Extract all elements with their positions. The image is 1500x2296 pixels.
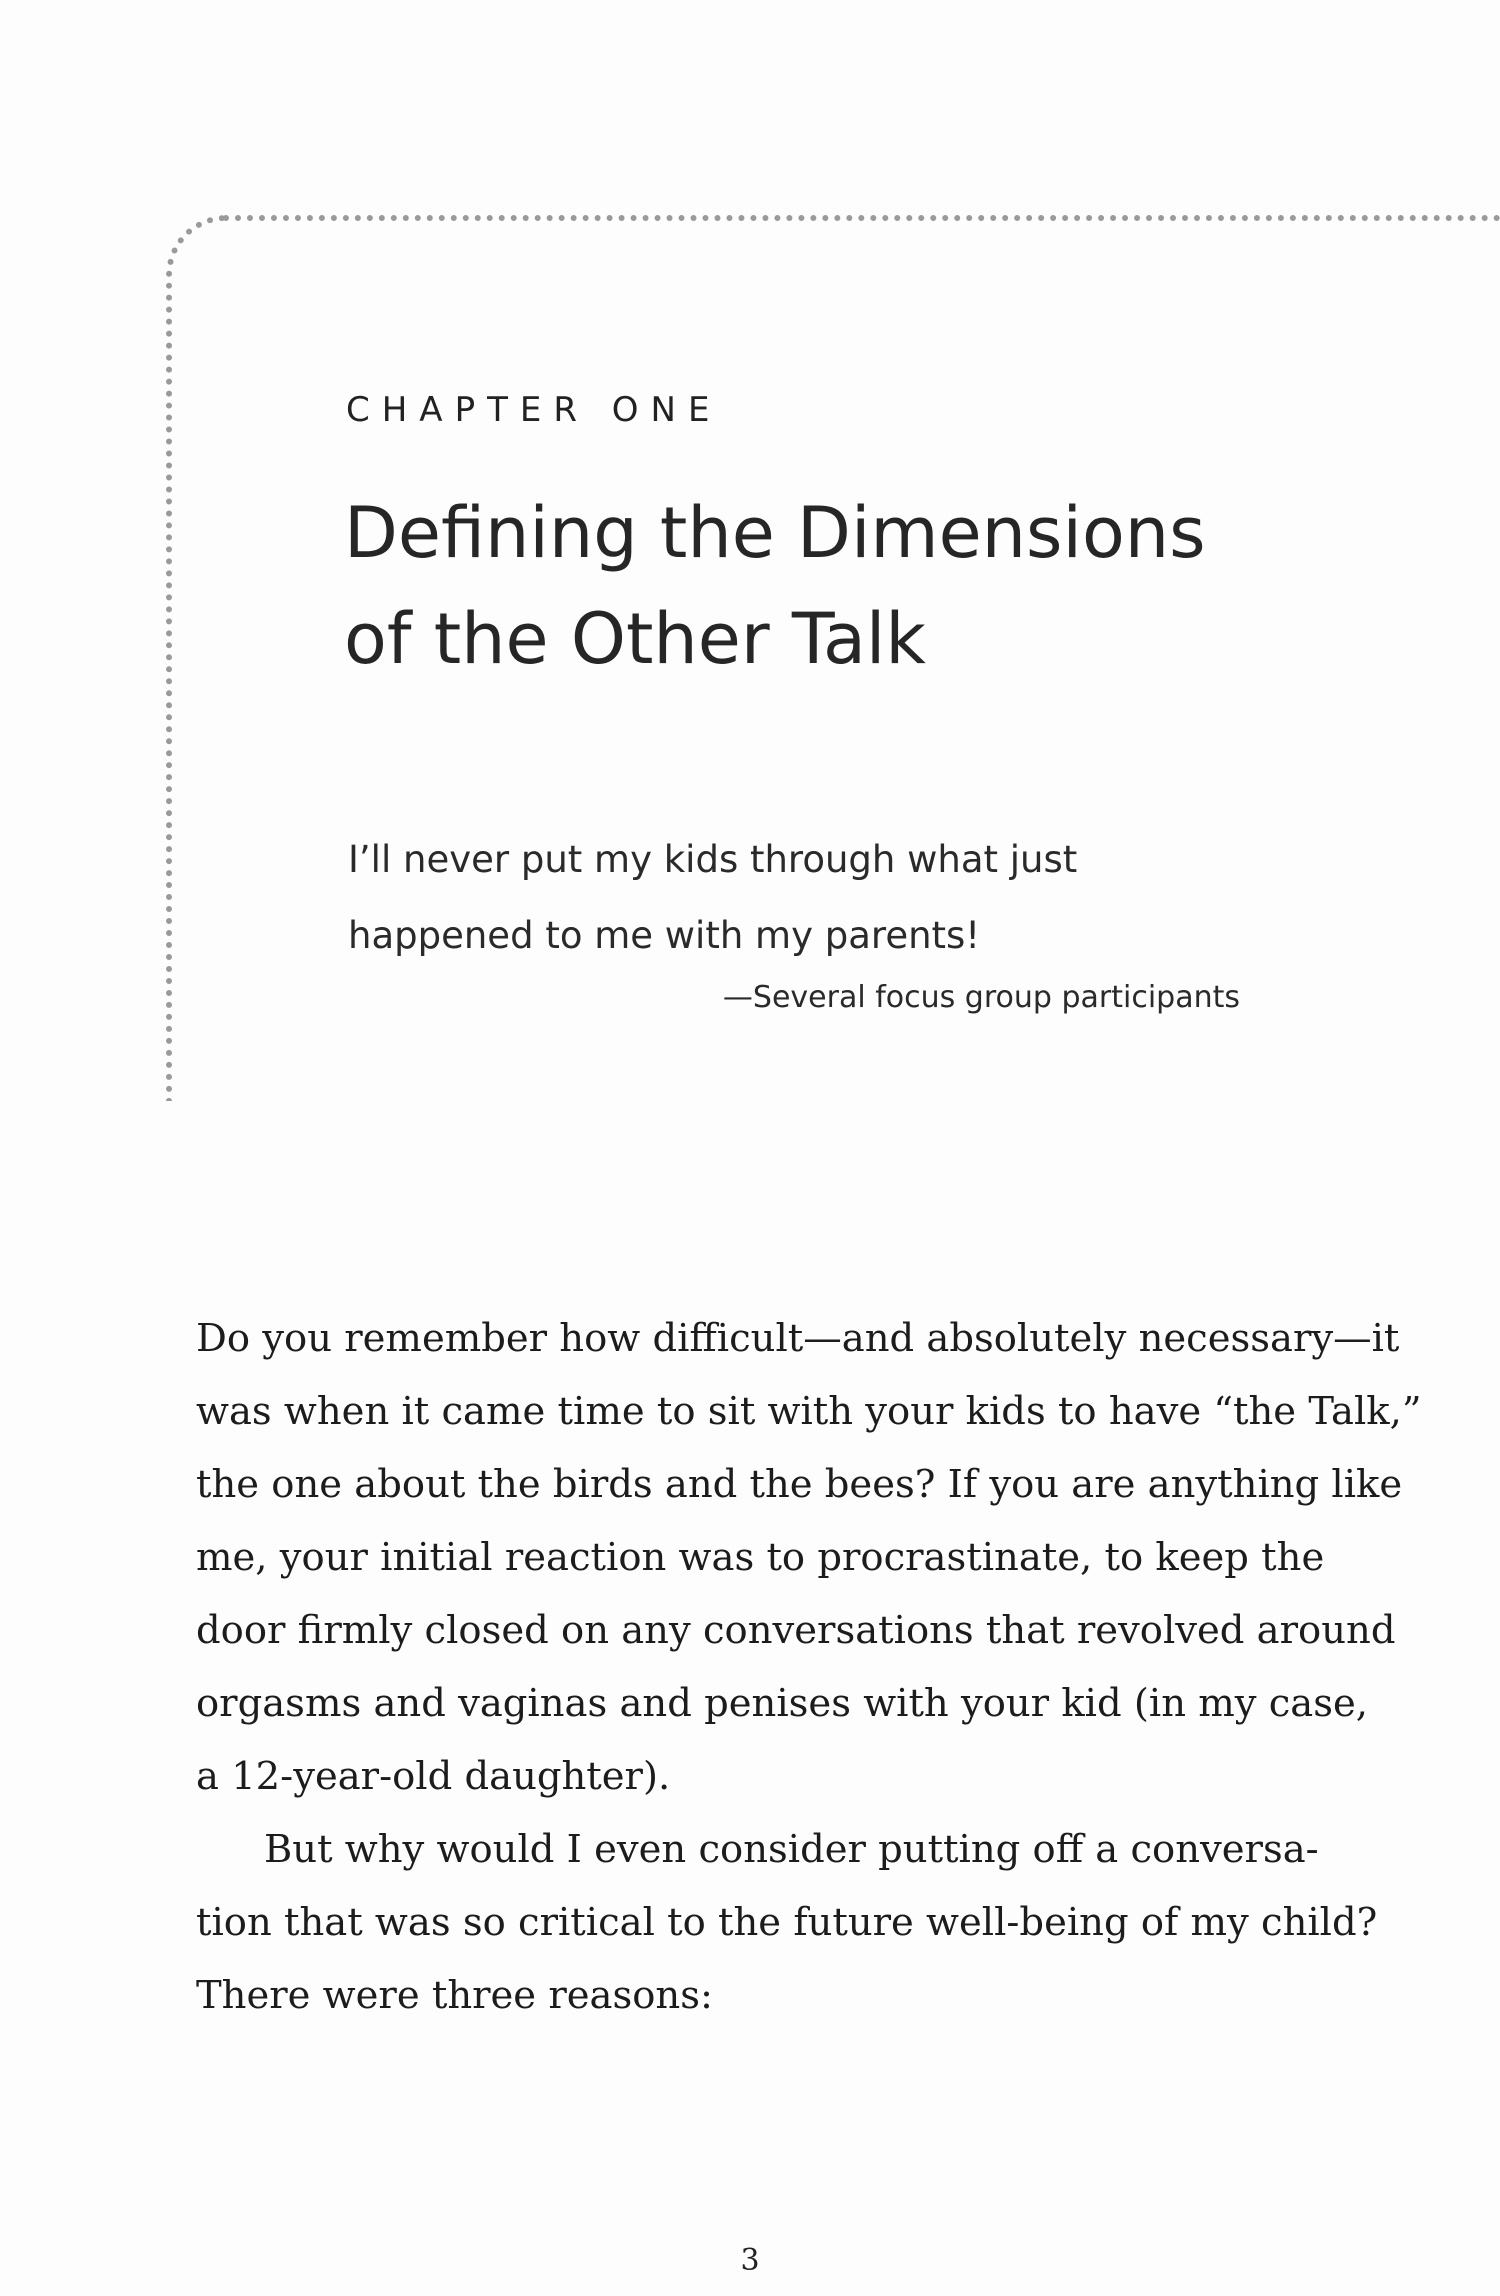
paragraph-1-line: the one about the birds and the bees? If you are anything like: [196, 1462, 1403, 1507]
chapter-label: CHAPTER ONE: [346, 390, 722, 430]
paragraph-1-line: a 12-year-old daughter).: [196, 1754, 671, 1799]
chapter-title-line-1: Defining the Dimensions: [344, 492, 1206, 574]
paragraph-1-line: door firmly closed on any conversations that revolved around: [196, 1608, 1396, 1653]
epigraph-quote: [348, 822, 1248, 974]
paragraph-1-line: orgasms and vaginas and penises with your kid (in my case,: [196, 1681, 1369, 1726]
epigraph-attribution: —Several focus group participants: [722, 980, 1240, 1015]
paragraph-2: [196, 1813, 1378, 2032]
epigraph-line-2: happened to me with my parents!: [348, 914, 981, 957]
body-text: [196, 1302, 1422, 2032]
paragraph-2-line: There were three reasons:: [196, 1973, 713, 2018]
paragraph-1-line: me, your initial reaction was to procrastinate, to keep the: [196, 1535, 1325, 1580]
paragraph-1-line: was when it came time to sit with your kids to have “the Talk,”: [196, 1389, 1422, 1434]
chapter-title: [344, 480, 1394, 692]
epigraph-line-1: I’ll never put my kids through what just: [348, 838, 1078, 881]
paragraph-1-line: Do you remember how difficult—and absolutely necessary—it: [196, 1316, 1400, 1361]
chapter-title-line-2: of the Other Talk: [344, 598, 926, 680]
paragraph-1: [196, 1302, 1422, 1813]
page-number: 3: [740, 2243, 760, 2278]
paragraph-2-line: But why would I even consider putting off a conversa-: [264, 1827, 1319, 1872]
paragraph-2-line: tion that was so critical to the future well-being of my child?: [196, 1900, 1378, 1945]
